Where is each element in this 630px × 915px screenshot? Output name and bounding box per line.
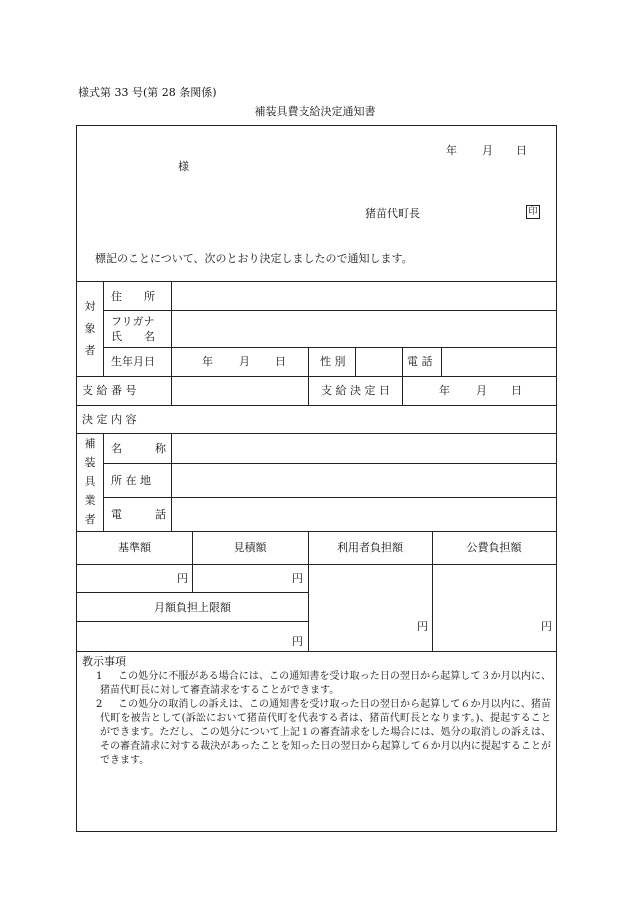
seal-mark	[526, 205, 540, 219]
vendor-phone-label: 電 話	[111, 508, 166, 521]
monthly-cap-label: 月額負担上限額	[154, 601, 231, 614]
rule	[77, 281, 556, 282]
yen-unit: 円	[541, 620, 552, 633]
recipient-suffix: 様	[178, 160, 189, 173]
vendor-group-char: 業	[84, 494, 96, 507]
decision-day: 日	[511, 384, 522, 397]
vendor-group-char: 補	[84, 437, 96, 450]
rule	[103, 433, 104, 531]
instruction-item-1: この処分に不服がある場合には、この通知書を受け取った日の翌日から起算して３か月以内に、猪苗代町長に対して審査請求をすることができます。	[100, 671, 551, 696]
rule	[171, 433, 172, 531]
vendor-group-char: 者	[84, 513, 96, 526]
date-month: 月	[482, 144, 493, 157]
form-number: 様式第 33 号(第 28 条関係)	[78, 86, 217, 99]
seal-char: 印	[528, 207, 538, 217]
rule	[77, 531, 556, 532]
vendor-name-label: 名 称	[111, 442, 166, 455]
rule	[402, 347, 403, 405]
vendor-location-label: 所 在 地	[111, 474, 151, 487]
date-year: 年	[446, 144, 457, 157]
amount-header-standard: 基準額	[118, 541, 151, 554]
rule	[77, 376, 556, 377]
birth-year: 年	[202, 355, 213, 368]
yen-unit: 円	[417, 620, 428, 633]
amount-header-estimate: 見積額	[233, 541, 267, 554]
issuer-name: 猪苗代町長	[365, 207, 420, 220]
amount-header-user-burden: 利用者負担額	[337, 541, 403, 554]
rule	[77, 651, 556, 652]
rule	[171, 281, 172, 376]
instructions-title: 教示事項	[82, 655, 126, 668]
rule	[77, 405, 556, 406]
instruction-number: 1	[96, 671, 103, 682]
instruction-item-2: この処分の取消しの訴えは、この通知書を受け取った日の翌日から起算して６か月以内に、猪苗代町を被告として(訴訟において猪苗代町を代表する者は、猪苗代町長となります。)、提起することができます。ただし、この処分について上記１の審査請求をした場合には、処分の取消しの訴えは、その審査請求に対する裁決があったことを知った日の翌日から起算して６か月以内に提起することができます。	[100, 699, 551, 766]
rule	[77, 621, 308, 622]
yen-unit: 円	[177, 572, 188, 585]
notice-statement: 標記のことについて、次のとおり決定しましたので通知します。	[95, 252, 413, 265]
decision-date-label: 支 給 決 定 日	[321, 384, 390, 397]
yen-unit: 円	[292, 572, 303, 585]
notice-form	[76, 125, 557, 832]
birthdate-label: 生年月日	[111, 355, 155, 368]
vendor-group-char: 装	[84, 456, 96, 469]
sex-label: 性 別	[320, 355, 346, 368]
decision-year: 年	[439, 384, 450, 397]
vendor-group-char: 具	[84, 475, 96, 488]
phone-label: 電 話	[407, 355, 433, 368]
address-label: 住 所	[111, 290, 155, 303]
rule	[308, 347, 309, 405]
birth-month: 月	[239, 355, 250, 368]
instruction-number: 2	[96, 699, 103, 710]
date-day: 日	[516, 144, 527, 157]
furigana-label: フリガナ	[111, 315, 155, 328]
rule	[171, 376, 172, 405]
subject-group-char: 象	[84, 322, 96, 335]
birth-day: 日	[275, 355, 286, 368]
document-title: 補装具費支給決定通知書	[254, 105, 376, 118]
amount-header-public-burden: 公費負担額	[466, 541, 522, 554]
subject-group-char: 者	[84, 344, 96, 357]
rule	[77, 564, 556, 565]
subject-group-char: 対	[84, 300, 96, 313]
rule	[355, 347, 356, 376]
yen-unit: 円	[292, 635, 303, 648]
rule	[103, 281, 104, 376]
rule	[441, 347, 442, 376]
name-label: 氏 名	[111, 330, 155, 343]
payment-number-label: 支 給 番 号	[82, 384, 137, 397]
rule	[77, 433, 556, 434]
decision-month: 月	[476, 384, 487, 397]
rule	[77, 592, 308, 593]
decision-content-label: 決 定 内 容	[82, 413, 137, 426]
